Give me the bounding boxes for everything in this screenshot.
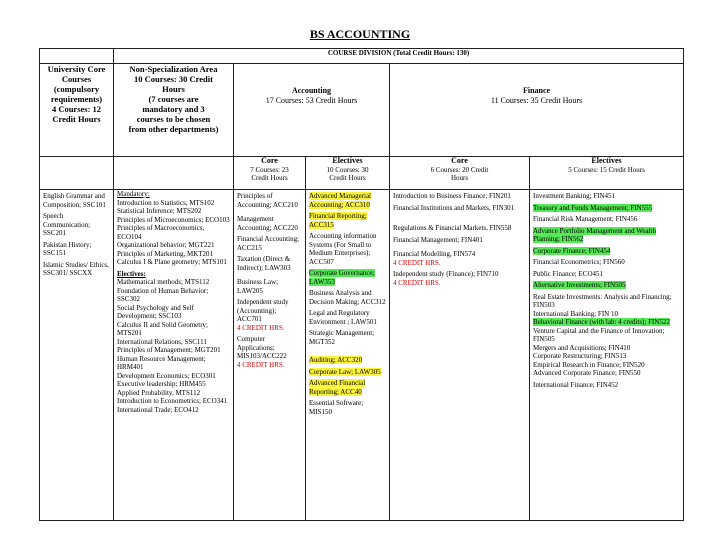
finance-electives-header: Electives 5 Courses: 15 Credit Hours	[530, 157, 684, 190]
list-item: Principles of Microeconomics; ECO103	[117, 215, 230, 224]
list-item: Auditing; ACC320	[309, 356, 363, 364]
list-item: Independent study (Finance); FIN710 4 CREDIT HRS.	[393, 270, 499, 287]
list-item: Advanced Financial Reporting; ACC40	[309, 379, 366, 396]
list-item: Behavioral Finance (with lab: 4 credits); FIN522	[533, 318, 670, 326]
document-title: BS ACCOUNTING	[309, 27, 411, 41]
list-item: Calculus I & Plane geometry; MTS101	[117, 258, 227, 266]
credit-note: 4 CREDIT HRS.	[237, 360, 285, 369]
list-item: Corporate Restructuring; FIN513	[533, 352, 627, 360]
university-core-header: University Core Courses (compulsory requirements) 4 Courses: 12 Credit Hours	[40, 64, 114, 157]
list-item: Corporate Law; LAW305	[309, 367, 381, 376]
list-item: Introduction to Business Finance; FIN201	[393, 192, 511, 200]
list-item: Foundation of Human Behavior; SSC302	[117, 286, 209, 303]
accounting-core-cell	[234, 190, 306, 521]
list-item: Financial Modelling, FIN574 4 CREDIT HRS.	[393, 250, 476, 267]
list-item: Financial Management; FIN401	[393, 235, 483, 244]
division-header-row	[40, 49, 684, 64]
list-item: Principles of Management; MGT201	[117, 346, 221, 354]
list-item: Principles of Marketing, MKT201	[117, 249, 214, 258]
list-item: Human Resource Management; HRM401	[117, 354, 206, 371]
list-item: Regulations & Financial Markets, FIN558	[393, 224, 512, 232]
list-item: Principles of Accounting; ACC210	[237, 192, 298, 209]
non-specialization-header: Non-Specialization Area 10 Courses: 30 Credit Hours (7 courses are mandatory and 3 courses to be chosen from other departments)	[114, 64, 234, 157]
area-header-row	[40, 64, 684, 157]
list-item: Social Psychology and Self Development; SSC103	[117, 303, 194, 320]
list-item: English Grammar and Composition; SSC101	[43, 192, 106, 209]
list-item: Financial Econometrics; FIN560	[533, 258, 625, 266]
mandatory-label: Mandatory:	[117, 190, 150, 198]
non-specialization-cell	[114, 190, 234, 521]
list-item: Introduction to Statistics, MTS102	[117, 198, 215, 207]
accounting-electives-cell	[306, 190, 390, 521]
credit-note: 4 CREDIT HRS.	[393, 278, 441, 287]
division-title: COURSE DIVISION (Total Credit Hours: 130)	[114, 49, 684, 64]
list-item: International Trade; ECO412	[117, 405, 199, 414]
list-item: Financial Reporting; ACC315	[309, 212, 367, 229]
finance-area-header: Finance 11 Courses: 35 Credit Hours	[390, 64, 684, 157]
sub-header-row	[40, 157, 684, 190]
list-item: Islamic Studies/ Ethics, SSC301/ SSCXX	[43, 260, 109, 277]
list-item: Treasury and Funds Management; FIN555	[533, 203, 653, 212]
list-item: Taxation (Direct & Indirect); LAW303	[237, 255, 291, 272]
list-item: International Relations, SSC111	[117, 337, 207, 346]
list-item: Corporate Finance; FIN454	[533, 246, 611, 255]
credit-note: 4 CREDIT HRS.	[237, 323, 285, 332]
list-item: Speech Communication; SSC201	[43, 212, 91, 237]
list-item: Advanced Corporate Finance; FIN550	[533, 369, 641, 377]
list-item: Management Accounting; ACC220	[237, 215, 298, 232]
electives-label: Electives:	[117, 269, 146, 278]
accounting-core-header: Core 7 Courses: 23 Credit Hours	[234, 157, 306, 190]
list-item: Empirical Research in Finance; FIN520	[533, 360, 645, 369]
accounting-electives-header: Electives 10 Courses: 30 Credit Hours	[306, 157, 390, 190]
finance-core-cell	[390, 190, 530, 521]
list-item: Organizational behavior; MGT221	[117, 241, 215, 249]
list-item: Real Estate Investments: Analysis and Financing; FIN503	[533, 292, 672, 309]
credit-note: 4 CREDIT HRS.	[393, 258, 441, 267]
list-item: Corporate Governance; LAW353	[309, 269, 375, 286]
list-item: Financial Accounting; ACC215	[237, 235, 300, 252]
list-item: Mergers and Acquisitions; FIN410	[533, 343, 631, 352]
finance-core-header: Core 6 Courses: 20 Credit Hours	[390, 157, 530, 190]
list-item: Mathematical methods; MTS112	[117, 278, 210, 286]
list-item: Accounting information Systems (For Small to Medium Enterprises); ACC507	[309, 232, 377, 266]
list-item: Computer Applications; MIS103/ACC222 4 CREDIT HRS.	[237, 335, 287, 369]
list-item: Executive leadership; HRM455	[117, 380, 206, 388]
list-item: Legal and Regulatory Environment ; LAW501	[309, 309, 377, 326]
list-item: Strategic Management; MGT352	[309, 329, 375, 346]
list-item: Applied Probability, MTS112	[117, 388, 201, 397]
university-core-cell	[40, 190, 114, 521]
list-item: Public Finance; ECO451	[533, 269, 603, 278]
list-item: Essential Software; MIS150	[309, 399, 364, 416]
finance-electives-cell	[530, 190, 684, 521]
list-item: Advanced Managerial Accounting; ACC310	[309, 192, 371, 209]
list-item: Advance Portfolio Management and Wealth Planning; FIN562	[533, 226, 656, 243]
list-item: Independent study (Accounting); ACC701 4 CREDIT HRS.	[237, 298, 289, 332]
list-item: Calculus II and Solid Geometry; MTS201	[117, 320, 208, 337]
list-item: Pakistan History; SSC151	[43, 240, 92, 257]
accounting-area-header: Accounting 17 Courses: 53 Credit Hours	[234, 64, 390, 157]
list-item: Business Analysis and Decision Making; ACC312	[309, 289, 386, 306]
list-item: Alternative Investments; FIN505	[533, 281, 626, 289]
list-item: Business Law; LAW205	[237, 278, 279, 295]
list-item: Development Economics; ECO301	[117, 371, 216, 380]
list-item: Principles of Macroeconomics, ECO104	[117, 224, 205, 241]
courses-row	[40, 190, 684, 521]
list-item: International Finance; FIN452	[533, 380, 619, 389]
list-item: International Banking; FIN 10	[533, 309, 618, 318]
list-item: Investment Banking; FIN451	[533, 192, 616, 200]
list-item: Financial Risk Management; FIN456	[533, 215, 638, 223]
list-item: Financial Institutions and Markets, FIN301	[393, 203, 515, 212]
list-item: Venture Capital and the Finance of Innovation; FIN505	[533, 326, 665, 343]
course-division-table	[39, 48, 684, 521]
list-item: Statistical Inference; MTS202	[117, 207, 202, 215]
list-item: Introduction to Econometrics; ECO341	[117, 397, 228, 405]
